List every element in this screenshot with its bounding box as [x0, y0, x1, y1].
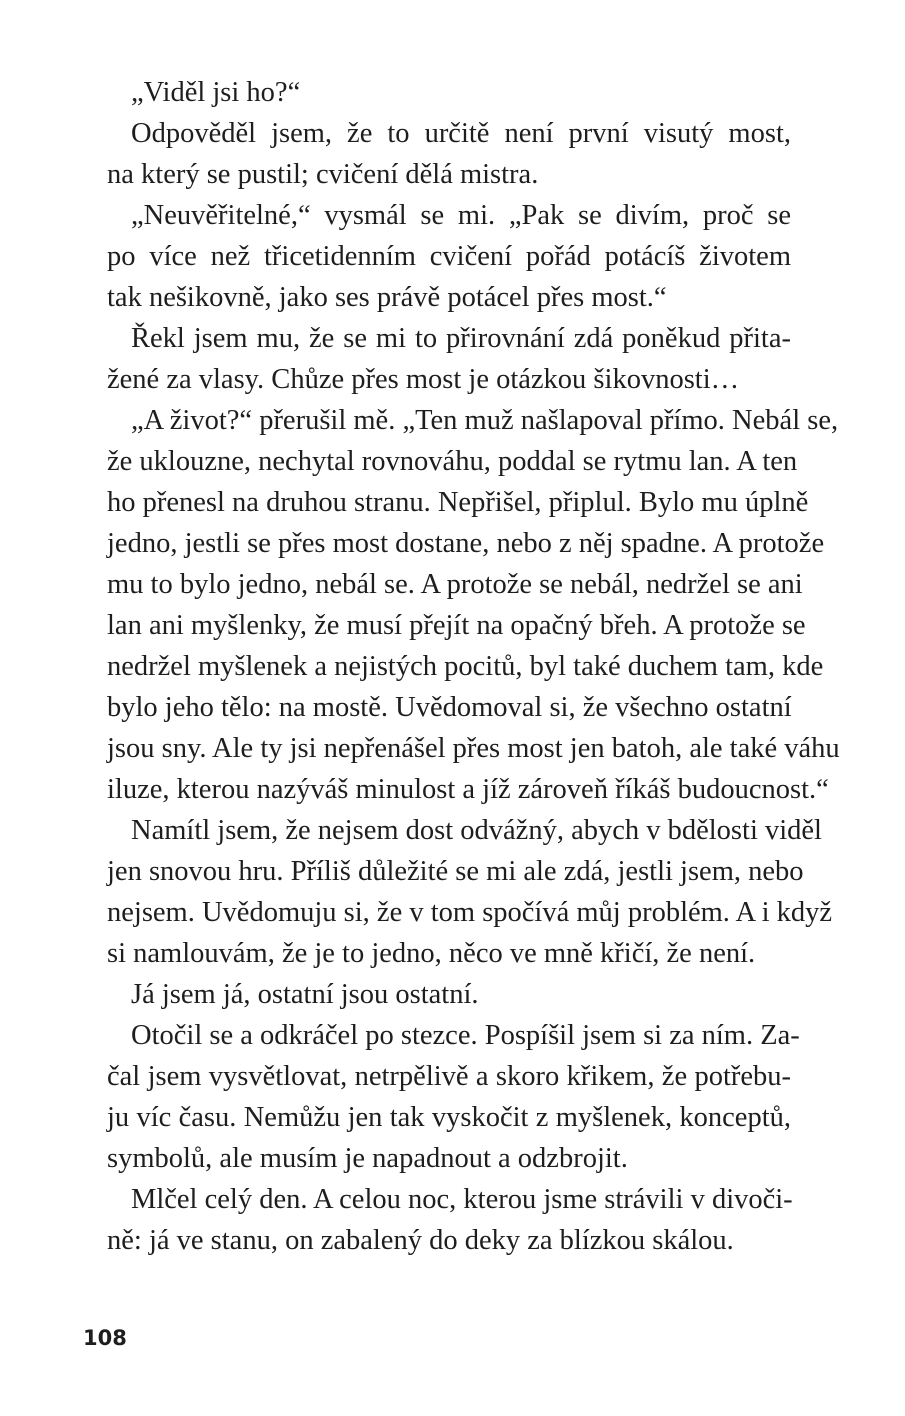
text-line: čal jsem vysvětlovat, netrpělivě a skoro křikem, že potřebu-: [107, 1061, 791, 1092]
text-line: Já jsem já, ostatní jsou ostatní.: [131, 979, 479, 1010]
text-line: mu to bylo jedno, nebál se. A protože se nebál, nedržel se ani: [107, 569, 803, 600]
text-line: po více než třicetidenním cvičení pořád potácíš životem: [107, 241, 791, 272]
text-line: bylo jeho tělo: na mostě. Uvědomoval si, že všechno ostatní: [107, 692, 792, 723]
paragraph: [83, 1179, 791, 1261]
text-line: žené za vlasy. Chůze přes most je otázkou šikovnosti…: [107, 364, 740, 395]
paragraph: [83, 974, 791, 1015]
text-line: Namítl jsem, že nejsem dost odvážný, abych v bdělosti viděl: [131, 815, 822, 846]
page-body: [83, 72, 840, 1261]
text-line: Mlčel celý den. A celou noc, kterou jsme strávili v divoči-: [131, 1184, 793, 1215]
text-line: Otočil se a odkráčel po stezce. Pospíšil jsem si za ním. Za-: [131, 1020, 800, 1051]
paragraph: [83, 400, 840, 810]
text-line: symbolů, ale musím je napadnout a odzbrojit.: [107, 1143, 628, 1174]
paragraph: [83, 113, 791, 195]
text-line: na který se pustil; cvičení dělá mistra.: [107, 159, 539, 190]
text-line: nedržel myšlenek a nejistých pocitů, byl také duchem tam, kde: [107, 651, 824, 682]
text-line: jen snovou hru. Příliš důležité se mi ale zdá, jestli jsem, nebo: [107, 856, 804, 887]
text-line: nejsem. Uvědomuju si, že v tom spočívá můj problém. A i když: [107, 897, 833, 928]
text-line: si namlouvám, že je to jedno, něco ve mně křičí, že není.: [107, 938, 756, 969]
text-line: lan ani myšlenky, že musí přejít na opačný břeh. A protože se: [107, 610, 806, 641]
text-line: jedno, jestli se přes most dostane, nebo z něj spadne. A protože: [107, 528, 825, 559]
text-line: jsou sny. Ale ty jsi nepřenášel přes most jen batoh, ale také váhu: [107, 733, 840, 764]
paragraph: [83, 318, 791, 400]
text-line: „Viděl jsi ho?“: [131, 77, 301, 108]
text-line: tak nešikovně, jako ses právě potácel přes most.“: [107, 282, 667, 313]
text-line: Řekl jsem mu, že se mi to přirovnání zdá poněkud přita-: [131, 323, 791, 354]
page-number: 108: [83, 1326, 127, 1350]
text-line: „Neuvěřitelné,“ vysmál se mi. „Pak se divím, proč se: [131, 200, 791, 231]
paragraph: [83, 72, 791, 113]
text-line: ho přenesl na druhou stranu. Nepřišel, připlul. Bylo mu úplně: [107, 487, 809, 518]
paragraph: [83, 195, 791, 318]
text-line: Odpověděl jsem, že to určitě není první visutý most,: [131, 118, 791, 149]
text-line: ju víc času. Nemůžu jen tak vyskočit z myšlenek, konceptů,: [107, 1102, 791, 1133]
text-line: že uklouzne, nechytal rovnováhu, poddal se rytmu lan. A ten: [107, 446, 798, 477]
text-line: iluze, kterou nazýváš minulost a jíž zároveň říkáš budoucnost.“: [107, 774, 829, 805]
paragraph: [83, 810, 833, 974]
text-line: ně: já ve stanu, on zabalený do deky za blízkou skálou.: [107, 1225, 734, 1256]
paragraph: [83, 1015, 800, 1179]
text-line: „A život?“ přerušil mě. „Ten muž našlapoval přímo. Nebál se,: [131, 405, 839, 436]
